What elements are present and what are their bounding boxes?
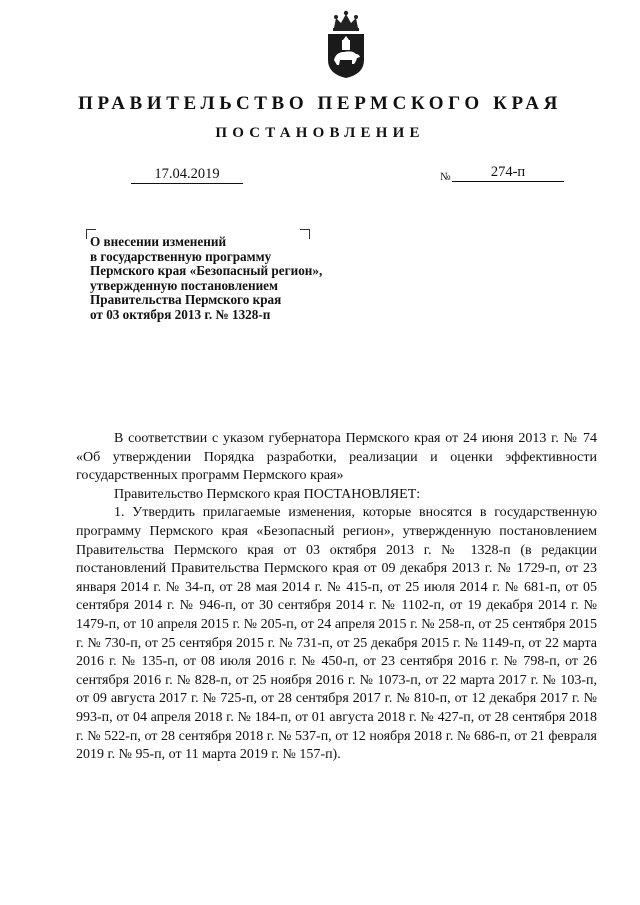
- paragraph-basis: В соответствии с указом губернатора Пермского края от 24 июня 2013 г. № 74 «Об утверждении Порядка разработки, реализации и оценки эффективности государственных программ Пермского края»: [76, 431, 597, 484]
- subject-line: утвержденную постановлением: [90, 277, 279, 293]
- document-subject: [90, 235, 390, 322]
- subject-line: в государственную программу: [90, 248, 272, 264]
- document-date: 17.04.2019: [131, 166, 243, 184]
- document-body: [76, 430, 597, 765]
- document-type: ПОСТАНОВЛЕНИЕ: [215, 125, 425, 141]
- document-number: 274-п: [452, 164, 564, 182]
- subject-line: О внесении изменений: [90, 234, 227, 249]
- paragraph-item-1: 1. Утвердить прилагаемые изменения, которые вносятся в государственную программу Пермского края «Безопасный регион», утвержденную постановлением Правительства Пермского края от 03 октября 2013 г. № 1328-п (в редакции постановлений Правительства Пермского края от 09 декабря 2013 г. № 1729-п, от 23 января 2014 г. № 34-п, от 28 мая 2014 г. № 415-п, от 25 июля 2014 г. № 681-п, от 05 сентября 2014 г. № 946-п, от 30 сентября 2014 г. № 1102-п, от 19 декабря 2014 г. № 1479-п, от 10 апреля 2015 г. № 205-п, от 24 апреля 2015 г. № 258-п, от 25 сентября 2015 г. № 730-п, от 25 сентября 2015 г. № 731-п, от 25 декабря 2015 г. № 1149-п, от 22 марта 2016 г. № 135-п, от 08 июля 2016 г. № 450-п, от 23 сентября 2016 г. № 798-п, от 26 сентября 2016 г. № 828-п, от 25 ноября 2016 г. № 1073-п, от 22 марта 2017 г. № 103-п, от 09 августа 2017 г. № 725-п, от 28 сентября 2017 г. № 810-п, от 12 декабря 2017 г. № 993-п, от 04 апреля 2018 г. № 184-п, от 01 августа 2018 г. № 427-п, от 28 сентября 2018 г. № 522-п, от 28 сентября 2018 г. № 537-п, от 12 ноября 2018 г. № 686-п, от 21 февраля 2019 г. № 95-п, от 11 марта 2019 г. № 157-п).: [76, 505, 597, 763]
- subject-line: Правительства Пермского края: [90, 292, 282, 307]
- coat-of-arms-icon: [322, 10, 370, 80]
- number-sign: №: [440, 171, 451, 183]
- subject-line: от 03 октября 2013 г. № 1328-п: [90, 306, 271, 322]
- government-name: ПРАВИТЕЛЬСТВО ПЕРМСКОГО КРАЯ: [78, 93, 562, 114]
- paragraph-resolves: Правительство Пермского края ПОСТАНОВЛЯЕТ:: [114, 486, 421, 502]
- subject-line: Пермского края «Безопасный регион»,: [90, 263, 323, 278]
